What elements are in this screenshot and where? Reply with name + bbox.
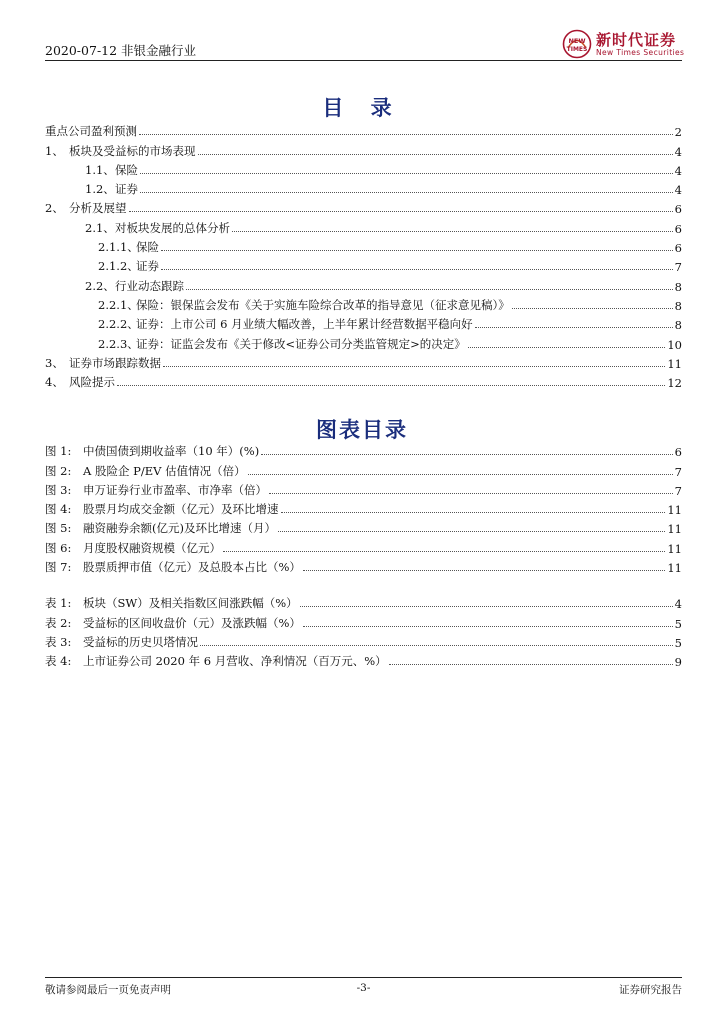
toc-entry-page: 7: [674, 260, 682, 275]
chart-entry-page: 11: [667, 503, 682, 518]
toc-entry-page: 8: [674, 279, 682, 294]
chart-entry[interactable]: [45, 440, 682, 459]
toc-entry-text: 保险: [136, 240, 159, 255]
chart-entry-page: 7: [674, 483, 682, 498]
dot-leader: [269, 493, 673, 494]
dot-leader: [300, 606, 673, 607]
chart-entry-page: 11: [667, 561, 682, 576]
toc-entry-page: 10: [667, 337, 682, 352]
toc-entry-page: 6: [674, 241, 682, 256]
toc-entry-text: 证券市场跟踪数据: [69, 355, 161, 370]
toc-entry-number: 2.2、: [85, 278, 115, 293]
chart-entry-page: 11: [667, 541, 682, 556]
table-entry-page: 5: [674, 616, 682, 631]
chart-entry[interactable]: [45, 556, 682, 575]
toc-entry[interactable]: [45, 178, 682, 197]
toc-entry[interactable]: [45, 371, 682, 390]
toc-entry-number: 4、: [45, 375, 64, 390]
brand-name-cn: 新时代证券: [596, 31, 677, 49]
footer-disclaimer-note: 敬请参阅最后一页免责声明: [45, 984, 171, 996]
page-header: [45, 28, 685, 60]
toc-entry-page: 8: [674, 298, 682, 313]
chart-entry-text: 中债国债到期收益率（10 年）(%): [83, 444, 260, 459]
toc-entry-page: 6: [674, 221, 682, 236]
chart-list: [45, 440, 682, 575]
toc-entry-number: 2.1、: [85, 220, 115, 235]
chart-entry-text: 股票质押市值（亿元）及总股本占比（%）: [83, 560, 301, 575]
toc-entry-text: 保险：银保监会发布《关于实施车险综合改革的指导意见（征求意见稿）》: [136, 297, 510, 312]
chart-entry[interactable]: [45, 536, 682, 555]
toc-entry[interactable]: [45, 236, 682, 255]
svg-text:NEW: NEW: [568, 37, 586, 45]
footer-divider: [45, 977, 682, 978]
dot-leader: [512, 308, 673, 309]
toc-entry-page: 4: [674, 183, 682, 198]
toc-entry-text: 保险: [115, 162, 138, 177]
chart-entry[interactable]: [45, 479, 682, 498]
table-entry[interactable]: [45, 631, 682, 650]
chart-entry-number: 图 4:: [45, 502, 72, 517]
table-entry-number: 表 2:: [45, 615, 72, 630]
dot-leader: [468, 347, 666, 348]
chart-entry-text: 融资融券余额(亿元)及环比增速（月）: [83, 521, 276, 536]
new-times-emblem-icon: [562, 29, 592, 59]
toc-title: 目 录: [322, 96, 402, 120]
header-divider: [45, 60, 682, 61]
dot-leader: [303, 570, 665, 571]
chart-entry-page: 6: [674, 445, 682, 460]
toc-entry-number: 2.1.1、: [98, 240, 139, 255]
toc-entry-number: 2、: [45, 201, 64, 216]
figures-title: 图表目录: [316, 418, 408, 442]
toc-entry-text: 证券：上市公司 6 月业绩大幅改善，上半年累计经营数据平稳向好: [136, 317, 473, 332]
toc-entry-number: 2.2.1、: [98, 297, 139, 312]
report-type: 证券研究报告: [619, 984, 682, 996]
toc-entry-page: 12: [667, 376, 682, 391]
toc-entry-text: 行业动态跟踪: [115, 278, 184, 293]
toc-entry[interactable]: [45, 216, 682, 235]
dot-leader: [161, 250, 673, 251]
toc-entry-text: 风险提示: [69, 375, 115, 390]
dot-leader: [232, 231, 673, 232]
chart-entry[interactable]: [45, 517, 682, 536]
page-number: -3-: [356, 982, 371, 994]
table-entry[interactable]: [45, 611, 682, 630]
table-entry-page: 9: [674, 655, 682, 670]
table-list: [45, 592, 682, 669]
chart-entry-number: 图 2:: [45, 463, 72, 478]
toc-entry-text: 证券：证监会发布《关于修改<证券公司分类监管规定>的决定》: [136, 336, 466, 351]
chart-entry-text: 股票月均成交金额（亿元）及环比增速: [83, 502, 279, 517]
toc-entry[interactable]: [45, 197, 682, 216]
toc-entry[interactable]: [45, 120, 682, 139]
chart-entry-number: 图 3:: [45, 482, 72, 497]
brand-logo: [562, 28, 685, 60]
dot-leader: [140, 173, 673, 174]
chart-entry-page: 11: [667, 522, 682, 537]
chart-entry-number: 图 5:: [45, 521, 72, 536]
dot-leader: [129, 211, 673, 212]
toc-entry[interactable]: [45, 352, 682, 371]
dot-leader: [303, 626, 673, 627]
dot-leader: [475, 327, 673, 328]
table-entry-number: 表 1:: [45, 596, 72, 611]
toc-entry-text: 对板块发展的总体分析: [115, 220, 230, 235]
toc-entry-text: 证券: [136, 259, 159, 274]
dot-leader: [278, 531, 665, 532]
toc-list: [45, 120, 682, 390]
table-entry-text: 受益标的区间收盘价（元）及涨跌幅（%）: [83, 615, 301, 630]
toc-entry-text: 分析及展望: [69, 201, 127, 216]
toc-entry[interactable]: [45, 294, 682, 313]
toc-entry-page: 6: [674, 202, 682, 217]
table-entry-number: 表 4:: [45, 654, 72, 669]
brand-name-en: New Times Securities: [596, 48, 685, 57]
dot-leader: [198, 154, 673, 155]
page-footer: [45, 982, 682, 998]
toc-entry-number: 2.2.3、: [98, 336, 139, 351]
table-entry-text: 受益标的历史贝塔情况: [83, 634, 198, 649]
chart-entry[interactable]: [45, 459, 682, 478]
dot-leader: [186, 289, 673, 290]
table-entry-page: 5: [674, 635, 682, 650]
chart-entry-text: 月度股权融资规模（亿元）: [83, 540, 221, 555]
toc-entry-page: 8: [674, 318, 682, 333]
table-entry-text: 上市证券公司 2020 年 6 月营收、净利情况（百万元、%）: [83, 654, 387, 669]
toc-entry[interactable]: [45, 139, 682, 158]
dot-leader: [223, 551, 665, 552]
table-entry-text: 板块（SW）及相关指数区间涨跌幅（%）: [83, 596, 298, 611]
svg-text:TIMES: TIMES: [566, 46, 588, 53]
toc-entry[interactable]: [45, 274, 682, 293]
dot-leader: [161, 269, 673, 270]
toc-entry-text: 重点公司盈利预测: [45, 124, 137, 139]
chart-entry-text: A 股险企 P/EV 估值情况（倍）: [83, 463, 246, 478]
header-date-sector: 2020-07-12 非银金融行业: [45, 43, 197, 58]
chart-entry-number: 图 6:: [45, 540, 72, 555]
chart-entry-number: 图 7:: [45, 560, 72, 575]
chart-entry-page: 7: [674, 464, 682, 479]
toc-entry-text: 板块及受益标的市场表现: [69, 143, 196, 158]
chart-entry-number: 图 1:: [45, 444, 72, 459]
dot-leader: [248, 474, 673, 475]
toc-entry-text: 证券: [115, 182, 138, 197]
dot-leader: [281, 512, 666, 513]
chart-entry-text: 申万证券行业市盈率、市净率（倍）: [83, 482, 267, 497]
toc-entry[interactable]: [45, 255, 682, 274]
dot-leader: [163, 366, 665, 367]
toc-entry-page: 4: [674, 144, 682, 159]
toc-entry-page: 11: [667, 356, 682, 371]
toc-entry-page: 2: [674, 125, 682, 140]
table-entry[interactable]: [45, 592, 682, 611]
dot-leader: [117, 385, 665, 386]
toc-entry[interactable]: [45, 332, 682, 351]
dot-leader: [139, 134, 673, 135]
toc-entry-number: 2.2.2、: [98, 317, 139, 332]
dot-leader: [261, 454, 672, 455]
toc-entry-page: 4: [674, 163, 682, 178]
dot-leader: [389, 664, 673, 665]
toc-entry-number: 1.2、: [85, 182, 115, 197]
toc-entry-number: 3、: [45, 355, 64, 370]
toc-entry-number: 1、: [45, 143, 64, 158]
table-entry-page: 4: [674, 597, 682, 612]
dot-leader: [140, 192, 673, 193]
toc-entry-number: 2.1.2、: [98, 259, 139, 274]
table-entry-number: 表 3:: [45, 634, 72, 649]
toc-entry[interactable]: [45, 159, 682, 178]
toc-entry[interactable]: [45, 313, 682, 332]
toc-entry-number: 1.1、: [85, 162, 115, 177]
chart-entry[interactable]: [45, 498, 682, 517]
dot-leader: [200, 645, 673, 646]
table-entry[interactable]: [45, 650, 682, 669]
